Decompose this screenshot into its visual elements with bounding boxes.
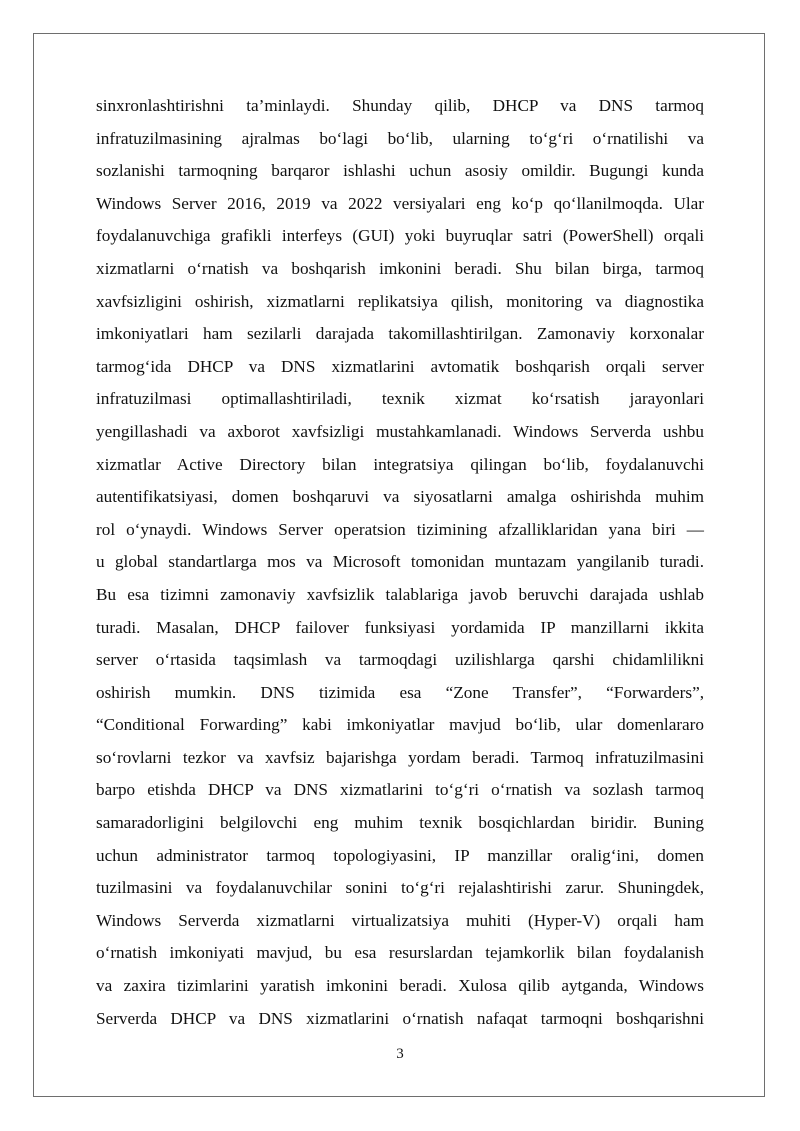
text-line: so‘rovlarni tezkor va xavfsiz bajarishga yordam beradi. Tarmoq infratuzilmasini <box>96 747 704 767</box>
text-line: xavfsizligini oshirish, xizmatlarni replikatsiya qilish, monitoring va diagnostika <box>96 291 704 311</box>
text-line: foydalanuvchiga grafikli interfeys (GUI) yoki buyruqlar satri (PowerShell) orqali <box>96 226 704 246</box>
page-number: 3 <box>396 1046 404 1062</box>
text-line: rol o‘ynaydi. Windows Server operatsion tizimining afzalliklaridan yana biri — <box>96 519 704 539</box>
text-line: oshirish mumkin. DNS tizimida esa “Zone Transfer”, “Forwarders”, <box>96 682 704 702</box>
text-line: infratuzilmasining ajralmas bo‘lagi bo‘lib, ularning to‘g‘ri o‘rnatilishi va <box>96 128 704 148</box>
text-line: Bu esa tizimni zamonaviy xavfsizlik talablariga javob beruvchi darajada ushlab <box>96 584 704 604</box>
document-body <box>96 90 704 1035</box>
text-line: va zaxira tizimlarini yaratish imkonini beradi. Xulosa qilib aytganda, Windows <box>96 976 704 996</box>
text-line: turadi. Masalan, DHCP failover funksiyasi yordamida IP manzillarni ikkita <box>96 617 704 637</box>
text-line: sozlanishi tarmoqning barqaror ishlashi uchun asosiy omildir. Bugungi kunda <box>96 161 704 181</box>
text-line: autentifikatsiyasi, domen boshqaruvi va siyosatlarni amalga oshirishda muhim <box>96 487 704 507</box>
text-line: sinxronlashtirishni ta’minlaydi. Shunday qilib, DHCP va DNS tarmoq <box>96 96 704 115</box>
text-line: “Conditional Forwarding” kabi imkoniyatlar mavjud bo‘lib, ular domenlararo <box>96 715 704 735</box>
text-line: samaradorligini belgilovchi eng muhim texnik bosqichlardan biridir. Buning <box>96 813 704 833</box>
text-line: o‘rnatish imkoniyati mavjud, bu esa resurslardan tejamkorlik bilan foydalanish <box>96 943 704 963</box>
text-line: tarmog‘ida DHCP va DNS xizmatlarini avtomatik boshqarish orqali server <box>96 356 704 376</box>
text-line: Windows Server 2016, 2019 va 2022 versiyalari eng ko‘p qo‘llanilmoqda. Ular <box>96 193 704 213</box>
text-line: imkoniyatlari ham sezilarli darajada takomillashtirilgan. Zamonaviy korxonalar <box>96 324 704 344</box>
text-line: xizmatlar Active Directory bilan integratsiya qilingan bo‘lib, foydalanuvchi <box>96 454 704 474</box>
text-line: barpo etishda DHCP va DNS xizmatlarini to‘g‘ri o‘rnatish va sozlash tarmoq <box>96 780 704 800</box>
text-line: infratuzilmasi optimallashtiriladi, texnik xizmat ko‘rsatish jarayonlari <box>96 389 704 409</box>
text-line: Serverda DHCP va DNS xizmatlarini o‘rnatish nafaqat tarmoqni boshqarishni <box>96 1008 704 1028</box>
text-line: tuzilmasini va foydalanuvchilar sonini to‘g‘ri rejalashtirishi zarur. Shuningdek, <box>96 878 704 898</box>
text-line: server o‘rtasida taqsimlash va tarmoqdagi uzilishlarga qarshi chidamlilikni <box>96 650 704 670</box>
text-line: uchun administrator tarmoq topologiyasini, IP manzillar oralig‘ini, domen <box>96 845 704 865</box>
text-line: yengillashadi va axborot xavfsizligi mustahkamlanadi. Windows Serverda ushbu <box>96 421 704 441</box>
text-line: xizmatlarni o‘rnatish va boshqarish imkonini beradi. Shu bilan birga, tarmoq <box>96 258 704 278</box>
text-line: u global standartlarga mos va Microsoft tomonidan muntazam yangilanib turadi. <box>96 552 704 572</box>
text-line: Windows Serverda xizmatlarni virtualizatsiya muhiti (Hyper-V) orqali ham <box>96 910 704 930</box>
